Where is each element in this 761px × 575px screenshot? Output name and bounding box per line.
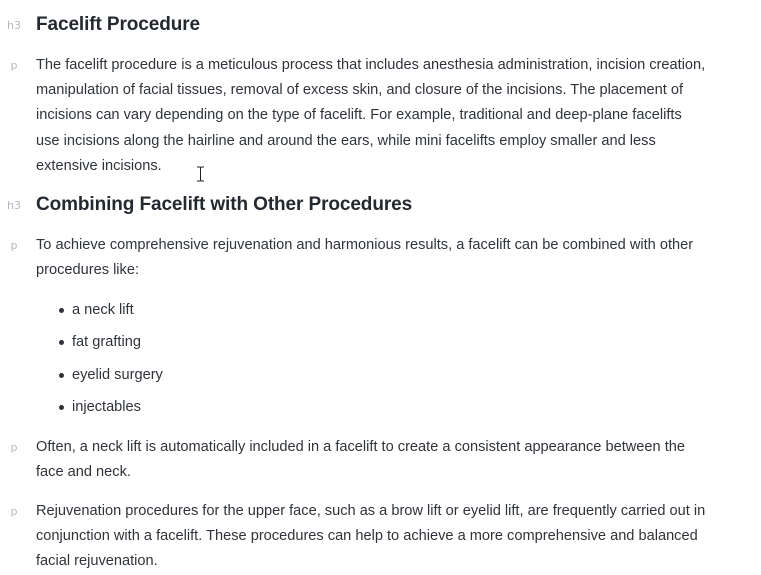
block-type-tag: p	[10, 441, 18, 454]
paragraph-text[interactable]	[36, 499, 752, 575]
list-item-text: eyelid surgery	[72, 367, 163, 383]
paragraph-block[interactable]	[0, 499, 761, 575]
bullet-dot-icon	[59, 340, 64, 345]
text-line: conjunction with a facelift. These procedures can help to achieve a more comprehensive and balanced	[36, 528, 698, 545]
text-line: incisions can vary depending on the type of facelift. For example, traditional and deep-plane facelifts	[36, 107, 682, 124]
paragraph-block[interactable]	[0, 53, 761, 180]
text-line: facial rejuvenation.	[36, 553, 158, 570]
heading-block[interactable]	[0, 14, 761, 40]
text-line: procedures like:	[36, 262, 140, 279]
paragraph-block[interactable]	[0, 435, 761, 487]
list-item-text: injectables	[72, 399, 141, 415]
text-line: extensive incisions.	[36, 157, 162, 174]
block-type-tag: p	[10, 59, 18, 72]
list-item-text: fat grafting	[72, 334, 141, 350]
paragraph-text[interactable]	[36, 233, 752, 283]
bullet-dot-icon	[59, 373, 64, 378]
section-heading[interactable]: Facelift Procedure	[36, 14, 200, 35]
paragraph-text[interactable]	[36, 53, 752, 179]
heading-block[interactable]	[0, 194, 761, 220]
text-line: use incisions along the hairline and around the ears, while mini facelifts employ smaller and less	[36, 132, 656, 149]
list-item-text: a neck lift	[72, 302, 134, 318]
bullet-dot-icon	[59, 308, 64, 313]
block-type-tag: p	[10, 239, 18, 252]
text-line: The facelift procedure is a meticulous process that includes anesthesia administration, incision creation,	[36, 57, 706, 73]
text-line: manipulation of facial tissues, removal of excess skin, and closure of the incisions. The placement of	[36, 82, 684, 99]
section-heading[interactable]: Combining Facelift with Other Procedures	[36, 194, 413, 215]
text-line: Often, a neck lift is automatically included in a facelift to create a consistent appearance between the	[36, 439, 685, 455]
text-line: face and neck.	[36, 464, 131, 481]
paragraph-text[interactable]	[36, 435, 752, 485]
paragraph-block[interactable]	[0, 233, 761, 285]
text-cursor-icon	[196, 166, 205, 182]
text-line: Rejuvenation procedures for the upper face, such as a brow lift or eyelid lift, are frequently carried out in	[36, 503, 706, 519]
bullet-dot-icon	[59, 405, 64, 410]
block-type-tag: h3	[7, 19, 21, 32]
block-type-tag: p	[10, 505, 18, 518]
block-type-tag: h3	[7, 199, 21, 212]
text-line: To achieve comprehensive rejuvenation and harmonious results, a facelift can be combined with other	[36, 237, 694, 253]
